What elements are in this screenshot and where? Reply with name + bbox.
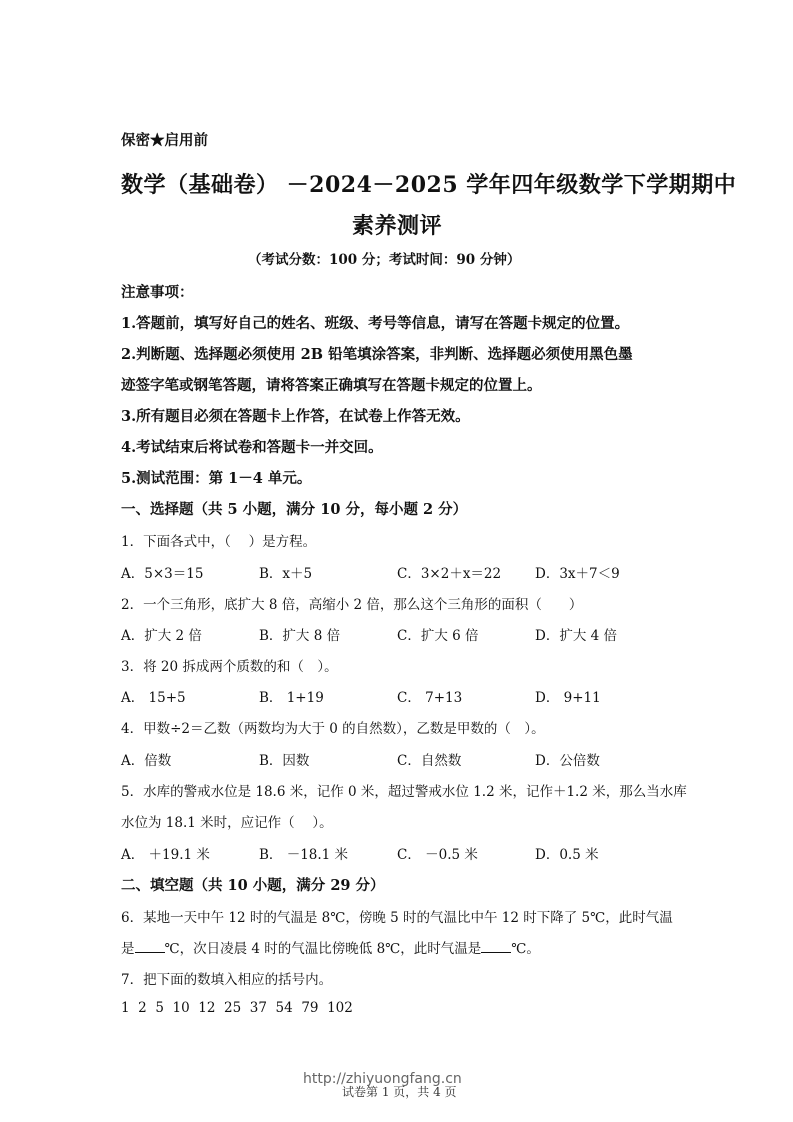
question-stem: 4．甲数÷2＝乙数（两数均为大于 0 的自然数），乙数是甲数的（ ）。: [121, 721, 545, 737]
section2-heading: 二、填空题（共 10 小题，满分 29 分）: [121, 877, 385, 894]
q6-text-b: ℃，次日凌晨 4 时的气温比傍晚低 8℃，此时气温是: [164, 941, 482, 957]
option-a: A．扩大 2 倍: [121, 628, 202, 644]
option-d: D．0.5 米: [535, 847, 599, 863]
option-c: C．3×2＋x＝22: [397, 566, 502, 582]
notice-item: 迹签字笔或钢笔答题，请将答案正确填写在答题卡规定的位置上。: [121, 377, 542, 394]
answer-blank: [481, 940, 511, 953]
option-d: D．公倍数: [535, 753, 600, 769]
page-footer: 试卷第 1 页，共 4 页: [342, 1085, 457, 1099]
notice-item: 2.判断题、选择题必须使用 2B 铅笔填涂答案，非判断、选择题必须使用黑色墨: [121, 346, 633, 363]
option-a: A．5×3＝15: [121, 566, 204, 582]
confidential-label: 保密★启用前: [121, 132, 208, 149]
page-title-line2: 素养测评: [352, 213, 443, 239]
option-c: C．扩大 6 倍: [397, 628, 479, 644]
number-list: 1 2 5 10 12 25 37 54 79 102: [121, 1000, 353, 1016]
question-stem-continued: 水位为 18.1 米时，应记作（ ）。: [121, 815, 333, 831]
option-c: C．自然数: [397, 753, 462, 769]
question-stem: 2．一个三角形，底扩大 8 倍，高缩小 2 倍，那么这个三角形的面积（ ）: [121, 597, 583, 613]
q6-text-c: ℃。: [511, 941, 540, 957]
question-stem: 1．下面各式中，（ ）是方程。: [121, 534, 317, 550]
option-c: C． 7+13: [397, 690, 463, 706]
option-b: B．扩大 8 倍: [259, 628, 341, 644]
notice-heading: 注意事项：: [121, 284, 194, 301]
question-stem-continued: [121, 937, 540, 957]
notice-item: 1.答题前，填写好自己的姓名、班级、考号等信息，请写在答题卡规定的位置。: [121, 315, 630, 332]
notice-item: 4.考试结束后将试卷和答题卡一并交回。: [121, 439, 383, 456]
page-title-line1: 数学（基础卷） －2024－2025 学年四年级数学下学期期中: [121, 172, 737, 198]
question-stem: 3．将 20 拆成两个质数的和（ ）。: [121, 659, 338, 675]
question-stem: 7．把下面的数填入相应的括号内。: [121, 972, 333, 988]
option-a: A． ＋19.1 米: [121, 847, 210, 863]
option-b: B． －18.1 米: [259, 847, 349, 863]
option-d: D．扩大 4 倍: [535, 628, 617, 644]
notice-item: 3.所有题目必须在答题卡上作答，在试卷上作答无效。: [121, 408, 470, 425]
watermark-text: http://zhiyuongfang.cn: [303, 1071, 462, 1087]
section1-heading: 一、选择题（共 5 小题，满分 10 分，每小题 2 分）: [121, 501, 468, 518]
option-b: B．因数: [259, 753, 310, 769]
option-d: D． 9+11: [535, 690, 601, 706]
option-a: A．倍数: [121, 753, 172, 769]
exam-info: （考试分数：100 分；考试时间：90 分钟）: [248, 252, 521, 268]
option-b: B． 1+19: [259, 690, 324, 706]
notice-item: 5.测试范围：第 1－4 单元。: [121, 470, 312, 487]
option-c: C． －0.5 米: [397, 847, 478, 863]
question-stem: 6．某地一天中午 12 时的气温是 8℃，傍晚 5 时的气温比中午 12 时下降了 5℃，此时气温: [121, 910, 673, 926]
question-stem: 5．水库的警戒水位是 18.6 米，记作 0 米，超过警戒水位 1.2 米，记作＋1.2 米，那么当水库: [121, 784, 687, 800]
q6-text-a: 是: [121, 941, 135, 957]
answer-blank: [135, 940, 165, 953]
option-d: D．3x＋7＜9: [535, 566, 620, 582]
option-a: A． 15+5: [121, 690, 186, 706]
option-b: B．x＋5: [259, 566, 313, 582]
